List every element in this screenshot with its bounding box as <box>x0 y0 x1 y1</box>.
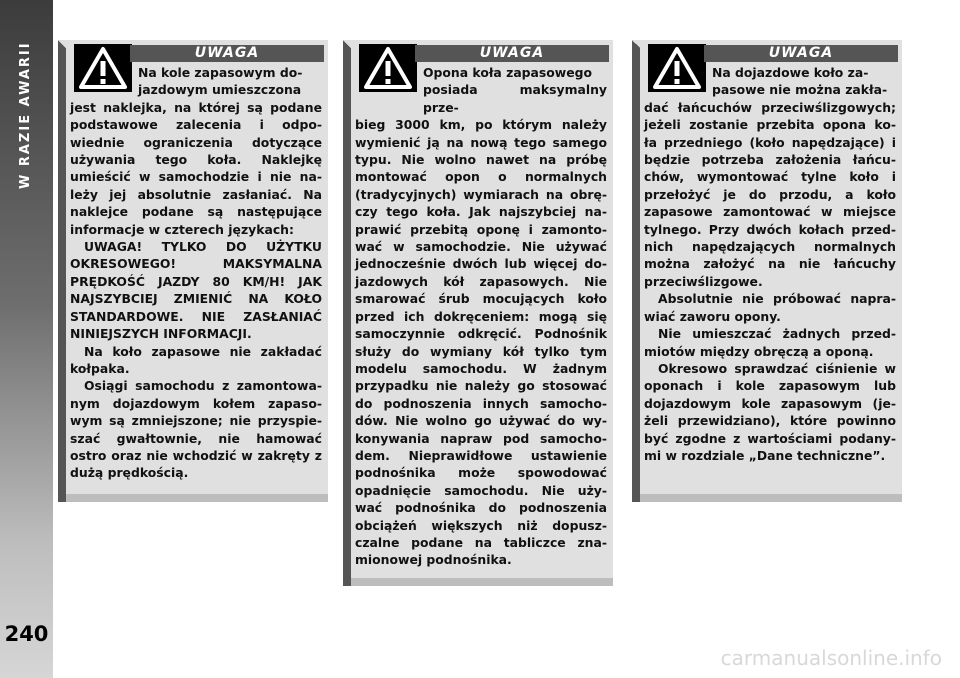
section-title: W RAZIE AWARII <box>18 41 33 189</box>
warning-box-snow-chains <box>632 40 902 494</box>
warning-text: Opona koła zapasowego posiada maksymalny prze- bieg 3000 km, po którym należy wymienić ją na nową tego samego typu. Nie wolno nawet na próbę montować opon o normalnych (tradycyjnych) wymiarach na obrę- czy tego koła. Jak najszybciej na- prawić przebitą oponę i zamonto- wać w samochodzie. Nie używać jednocześnie dwóch lub więcej do- jazdowych kół zapasowych. Nie smarować śrub mocujących koło przed ich dokręceniem: mogą się samoczynnie odkręcić. Podnośnik służy do wymiany kół tylko tym modelu samochodu. W żadnym przypadku nie należy go stosować do podnoszenia innych samocho- dów. Nie wolno go używać do wy- konywania napraw pod samocho- dem. Nieprawidłowe ustawienie podnośnika może spowodować opadnięcie samochodu. Nie uży- wać podnośnika do podnoszenia obciążeń większych niż dopusz- czalne podane na tabliczce zna- mionowej podnośnika. <box>355 65 607 568</box>
watermark: carmanualsonline.info <box>720 646 942 670</box>
warning-badge: UWAGA <box>415 45 609 62</box>
warning-text: Na dojazdowe koło za- pasowe nie można zakła- dać łańcuchów przeciwślizgowych; jeżeli zostanie przebita opona ko- ła przedniego (koło napędzające) i będzie potrzeba założenia łańcu- chów, wymontować tylne koło i przełożyć je do przodu, a koło zapasowe zamontować w miejsce tylnego. Przy dwóch kołach przed- nich napędzających normalnych można założyć na nie łańcuchy przeciwślizgowe. Absolutnie nie próbować napra- wiać zaworu opony. Nie umieszczać żadnych przed- miotów między obręczą a oponą. Okresowo sprawdzać ciśnienie w oponach i kole zapasowym lub dojazdowym kole zapasowym (je- żeli przewidziano), które powinno być zgodne z wartościami podany- mi w rozdziale „Dane techniczne”. <box>644 65 896 463</box>
warning-badge: UWAGA <box>704 45 898 62</box>
page-number: 240 <box>4 622 49 646</box>
chapter-sidebar <box>0 0 53 678</box>
warning-badge: UWAGA <box>130 45 324 62</box>
warning-box-spare-tyre-mileage <box>343 40 613 578</box>
warning-text: Na kole zapasowym do- jazdowym umieszczona jest naklejka, na której są podane podstawowe zalecenia i odpo- wiednie ograniczenia dotyczące używania tego koła. Naklejkę umieścić w samochodzie i nie na- leży jej absolutnie zasłaniać. Na naklejce podane są następujące informacje w czterech językach: UWAGA! TYLKO DO UŻYTKU OKRESOWEGO! MAKSYMALNA PRĘDKOŚĆ JAZDY 80 KM/H! JAK NAJSZYBCIEJ ZMIENIĆ NA KOŁO STANDARDOWE. NIE ZASŁANIAĆ NINIEJSZYCH INFORMACJI. Na koło zapasowe nie zakładać kołpaka. Osiągi samochodu z zamontowa- nym dojazdowym kołem zapaso- wym są zmniejszone; nie przyspie- szać gwałtownie, nie hamować ostro oraz nie wchodzić w zakręty z dużą prędkością. <box>70 65 322 481</box>
warning-box-spare-wheel-sticker <box>58 40 328 494</box>
